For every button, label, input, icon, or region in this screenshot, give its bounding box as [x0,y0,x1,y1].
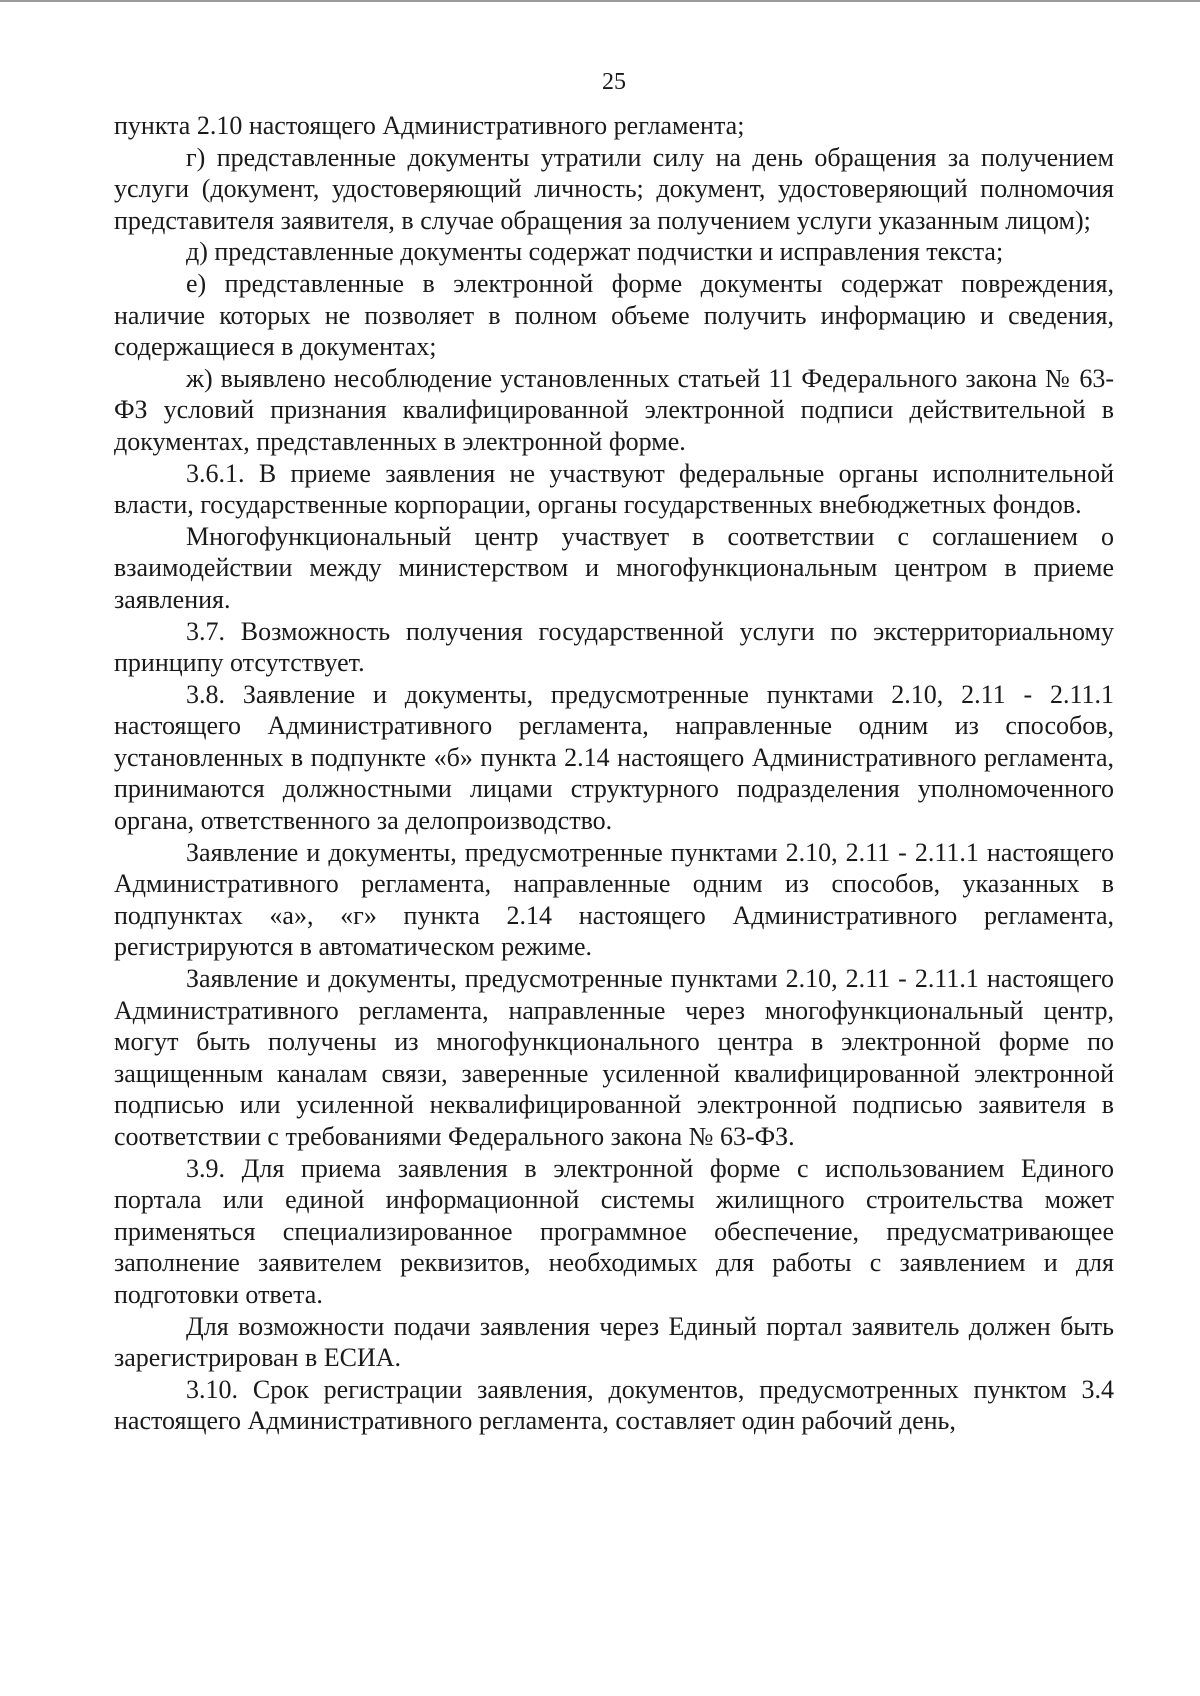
paragraph: Для возможности подачи заявления через Единый портал заявитель должен быть зарегистрирован в ЕСИА. [114,1311,1114,1373]
document-page [114,60,1114,1437]
paragraph: 3.9. Для приема заявления в электронной форме с использованием Единого портала или единой информационной системы жилищного строительства может применяться специализированное программное обеспечение, предусматривающее заполнение заявителем реквизитов, необходимых для работы с заявлением и для подготовки ответа. [114,1153,1114,1309]
document-body [114,110,1114,1437]
paragraph: пункта 2.10 настоящего Административного регламента; [114,111,745,140]
paragraph: 3.7. Возможность получения государственной услуги по экстерриториальному принципу отсутствует. [114,616,1114,678]
paragraph: г) представленные документы утратили силу на день обращения за получением услуги (документ, удостоверяющий личность; документ, удостоверяющий полномочия представителя заявителя, в случае обращения за получением услуги указанным лицом); [114,142,1114,235]
page-top-edge [0,0,1200,2]
paragraph: ж) выявлено несоблюдение установленных статьей 11 Федерального закона № 63-ФЗ условий признания квалифицированной электронной подписи действительной в документах, представленных в электронной форме. [114,363,1114,456]
paragraph: 3.10. Срок регистрации заявления, документов, предусмотренных пунктом 3.4 настоящего Административного регламента, составляет один рабочий день, [114,1374,1114,1436]
paragraph: е) представленные в электронной форме документы содержат повреждения, наличие которых не позволяет в полном объеме получить информацию и сведения, содержащиеся в документах; [114,268,1114,362]
paragraph: Многофункциональный центр участвует в соответствии с соглашением о взаимодействии между министерством и многофункциональным центром в приеме заявления. [114,521,1114,614]
paragraph: 3.8. Заявление и документы, предусмотренные пунктами 2.10, 2.11 - 2.11.1 настоящего Административного регламента, направленные одним из способов, установленных в подпункте «б» пункта 2.14 настоящего Административного регламента, принимаются должностными лицами структурного подразделения уполномоченного органа, ответственного за делопроизводство. [114,679,1114,836]
paragraph: д) представленные документы содержат подчистки и исправления текста; [186,237,1004,267]
page-number: 25 [602,69,626,95]
paragraph: 3.6.1. В приеме заявления не участвуют федеральные органы исполнительной власти, государственные корпорации, органы государственных внебюджетных фондов. [114,458,1114,520]
paragraph: Заявление и документы, предусмотренные пунктами 2.10, 2.11 - 2.11.1 настоящего Административного регламента, направленные через многофункциональный центр, могут быть получены из многофункционального центра в электронной форме по защищенным каналам связи, заверенные усиленной квалифицированной электронной подписью или усиленной неквалифицированной электронной подписью заявителя в соответствии с требованиями Федерального закона № 63-ФЗ. [114,964,1114,1151]
paragraph: Заявление и документы, предусмотренные пунктами 2.10, 2.11 - 2.11.1 настоящего Административного регламента, направленные одним из способов, указанных в подпунктах «а», «г» пункта 2.14 настоящего Административного регламента, регистрируются в автоматическом режиме. [114,837,1114,962]
